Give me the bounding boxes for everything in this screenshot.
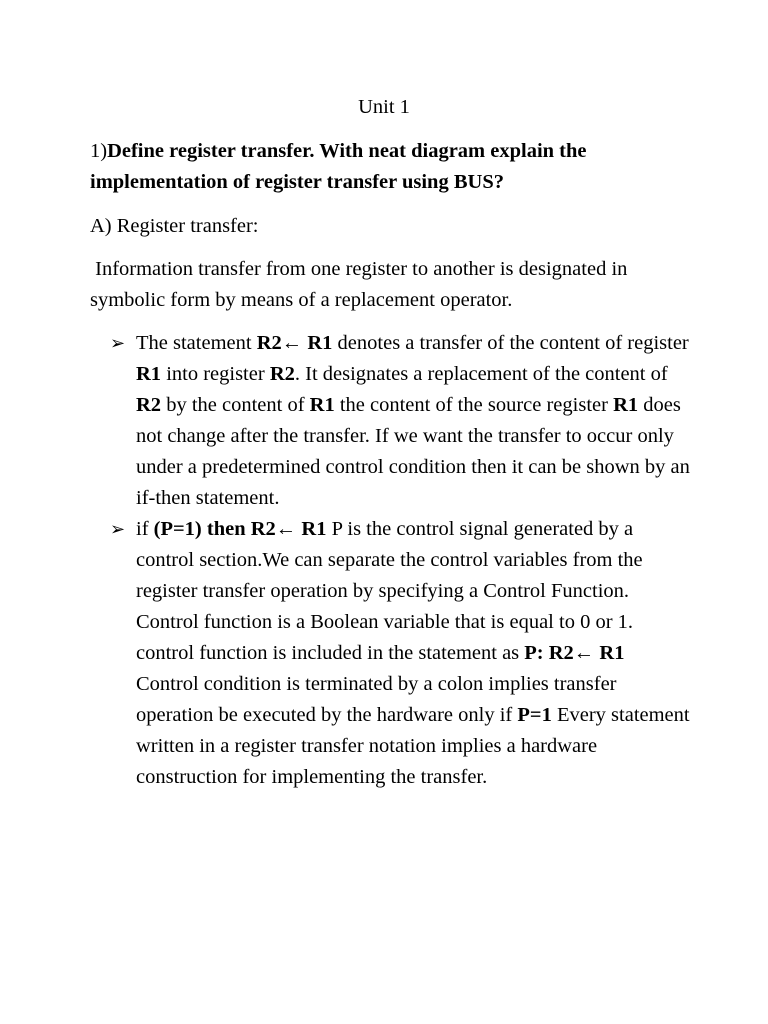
- list-item: [110, 328, 690, 514]
- question: [90, 136, 690, 198]
- bullet-text: into register: [161, 363, 270, 385]
- arrowhead-bullet-icon: ➢: [110, 519, 126, 540]
- bullet-bold: R2: [269, 363, 295, 385]
- bullet-text: denotes a transfer of the content of register: [332, 332, 689, 354]
- unit-title: [0, 92, 768, 123]
- bullet-text: Every statement written in a register transfer notation implies a hardware construction for implementing the transfer.: [136, 704, 690, 788]
- bullet-bold: (P=1) then R2← R1: [153, 518, 327, 540]
- bullet-text: by the content of: [161, 394, 310, 416]
- bullet-bold: R2: [136, 394, 162, 416]
- bullet-bold: R1: [136, 363, 162, 385]
- bullet-text: P is the control signal generated by a control section.We can separate the control variables from the register transfer operation by specifying a Control Function. Control function is a Boolean variable that is equal to 0 or 1. control function is included in the statement as: [136, 518, 643, 664]
- unit-title-text: Unit 1: [358, 96, 410, 118]
- bullet-bold: P: R2← R1: [524, 642, 625, 664]
- bullet-bold: R1: [309, 394, 335, 416]
- bullet-list: [110, 328, 690, 793]
- bullet-bold: R1: [613, 394, 639, 416]
- bullet-text: The statement: [136, 332, 257, 354]
- bullet-text: if: [136, 518, 154, 540]
- bullet-text: Control condition is terminated by a colon implies transfer operation be executed by the hardware only if: [136, 673, 617, 726]
- intro-paragraph: Information transfer from one register to another is designated in symbolic form by means of a replacement operator.: [90, 258, 633, 311]
- question-number: 1): [90, 140, 108, 162]
- arrowhead-bullet-icon: ➢: [110, 333, 126, 354]
- list-item: [110, 514, 690, 793]
- answer-label: A) Register transfer:: [90, 215, 259, 237]
- bullet-text: does not change after the transfer. If we want the transfer to occur only under a predetermined control condition then it can be shown by an if-then statement.: [136, 394, 690, 509]
- bullet-text: . It designates a replacement of the content of: [294, 363, 668, 385]
- bullet-text: the content of the source register: [334, 394, 614, 416]
- bullet-bold: P=1: [517, 704, 552, 726]
- bullet-bold: R2← R1: [256, 332, 333, 354]
- question-text: Define register transfer. With neat diagram explain the implementation of register transfer using BUS?: [90, 140, 587, 193]
